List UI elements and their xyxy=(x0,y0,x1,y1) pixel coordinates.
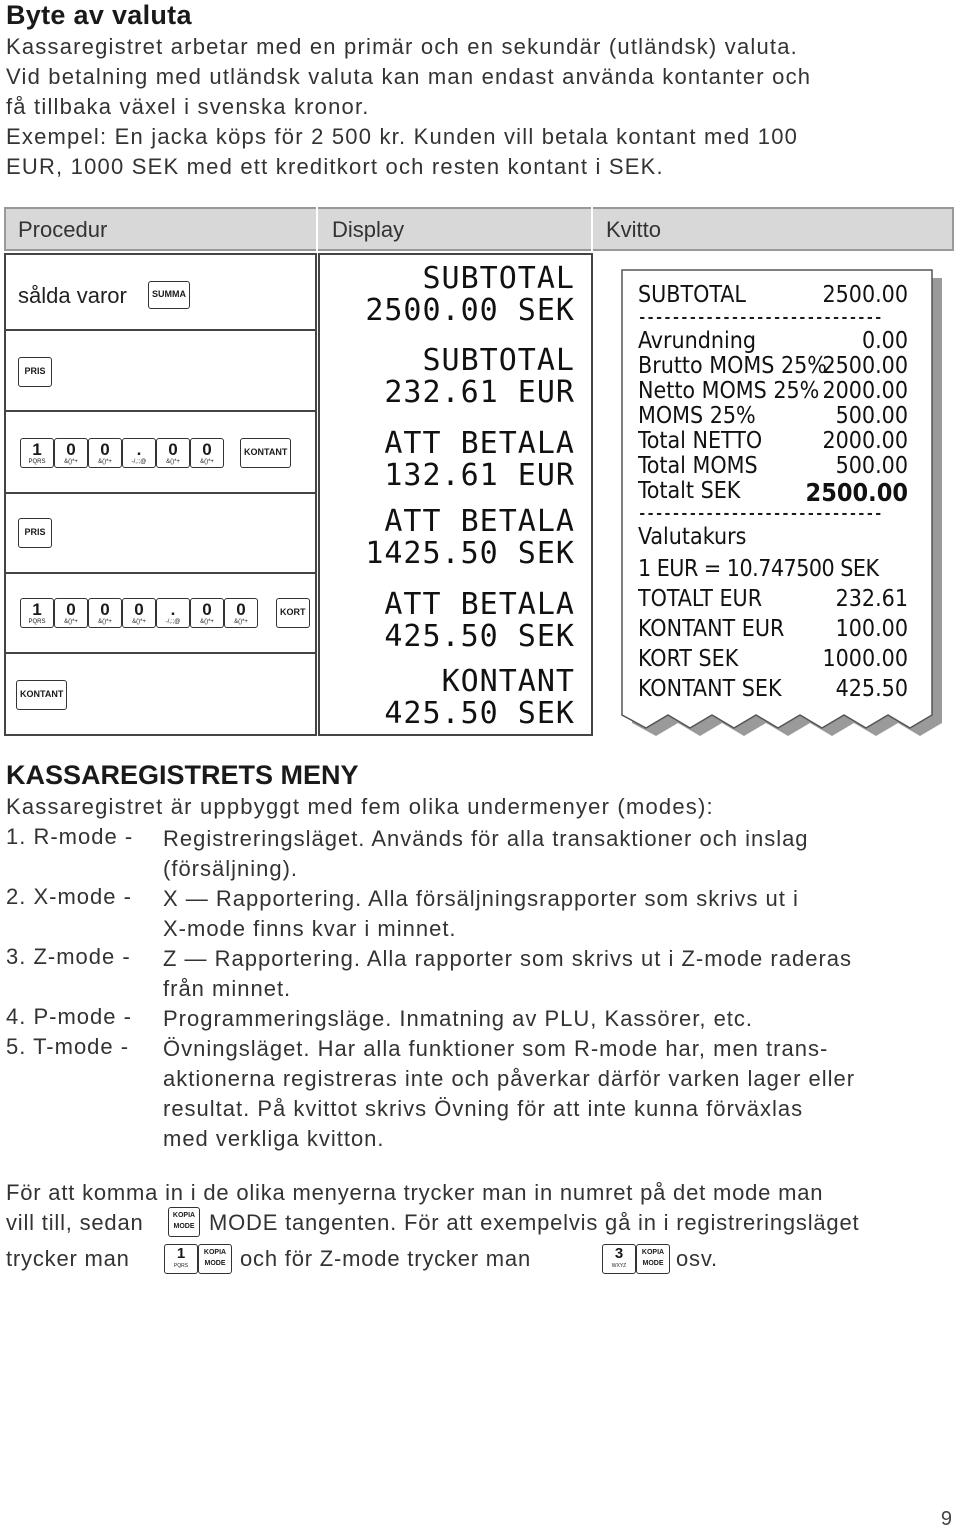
lcd-line: SUBTOTAL xyxy=(422,343,575,378)
menu-item-line: (försäljning). xyxy=(163,856,299,881)
receipt-value: 500.00 xyxy=(835,403,908,429)
key-digit: 0 xyxy=(66,600,76,619)
receipt-label: KORT SEK xyxy=(638,646,739,672)
receipt-line xyxy=(638,353,908,379)
key-digit: . xyxy=(170,600,176,619)
receipt-line xyxy=(638,478,908,507)
key-label: KOPIA xyxy=(641,1249,665,1256)
receipt-divider: ----------------------------- xyxy=(638,506,883,522)
kopia-mode-key xyxy=(198,1244,232,1274)
key-digit: 0 xyxy=(66,440,76,459)
table-header xyxy=(4,207,954,251)
receipt-value: 2500.00 xyxy=(805,478,908,507)
key-digit: 0 xyxy=(100,600,110,619)
menu-item-number: 3. Z-mode - xyxy=(6,944,131,969)
kort-key: KORT xyxy=(276,598,310,628)
procedure-row-6 xyxy=(4,654,317,736)
key-sub: &()*+ xyxy=(98,619,112,625)
kopia-mode-key xyxy=(168,1207,200,1237)
menu-item-number: 2. X-mode - xyxy=(6,884,132,909)
menu-item-line: Övningsläget. Har alla funktioner som R-mode har, men trans- xyxy=(163,1036,829,1061)
key-1 xyxy=(164,1244,198,1274)
lcd-line: ATT BETALA xyxy=(384,587,575,622)
display-column xyxy=(318,253,593,736)
menu-heading: KASSAREGISTRETS MENY xyxy=(6,760,359,790)
digit-key xyxy=(156,598,190,628)
receipt-label: TOTALT EUR xyxy=(638,586,763,612)
key-sub: &()*+ xyxy=(234,619,248,625)
key-sub: PQRS xyxy=(173,1263,189,1269)
key-sub: &()*+ xyxy=(166,459,180,465)
digit-key xyxy=(20,438,54,468)
kopia-mode-key xyxy=(636,1244,670,1274)
digit-key xyxy=(122,598,156,628)
key-sub: -/,:;@ xyxy=(165,619,181,625)
receipt-value: 232.61 xyxy=(835,586,908,612)
key-digit: 1 xyxy=(176,1245,186,1262)
lcd-line: 425.50 SEK xyxy=(384,696,575,731)
key-sub: &()*+ xyxy=(64,619,78,625)
receipt-valutakurs xyxy=(638,524,908,552)
receipt-value: 425.50 xyxy=(835,676,908,702)
outro-line: och för Z-mode trycker man xyxy=(240,1246,531,1271)
intro-line: Kassaregistret arbetar med en primär och en sekundär (utländsk) valuta. xyxy=(6,34,798,59)
key-label: MODE xyxy=(204,1260,226,1267)
procedure-row-1 xyxy=(4,253,317,331)
procedure-row-3 xyxy=(4,412,317,494)
digit-key xyxy=(122,438,156,468)
intro-line: EUR, 1000 SEK med ett kreditkort och resten kontant i SEK. xyxy=(6,154,664,179)
outro-line: osv. xyxy=(676,1246,718,1271)
receipt-label: MOMS 25% xyxy=(638,403,756,429)
lcd-line: 132.61 EUR xyxy=(384,458,575,493)
summa-key: SUMMA xyxy=(148,281,190,309)
receipt-label: Total MOMS xyxy=(638,453,758,479)
receipt-value: 2000.00 xyxy=(822,428,908,454)
menu-item-text xyxy=(163,824,955,884)
kontant-key: KONTANT xyxy=(240,438,291,468)
key-sub: WXYZ xyxy=(611,1263,627,1269)
key-digit: 0 xyxy=(100,440,110,459)
receipt-value: 2000.00 xyxy=(822,378,908,404)
receipt-line xyxy=(638,646,908,672)
digit-key xyxy=(54,438,88,468)
digit-key xyxy=(88,438,122,468)
menu-intro: Kassaregistret är uppbyggt med fem olika undermenyer (modes): xyxy=(6,794,714,819)
menu-item-text xyxy=(163,884,955,944)
digit-key xyxy=(224,598,258,628)
menu-item-number: 4. P-mode - xyxy=(6,1004,132,1029)
menu-item-line: Registreringsläget. Används för alla transaktioner och inslag xyxy=(163,826,809,851)
lcd-line: 2500.00 SEK xyxy=(365,293,575,328)
pris-key: PRIS xyxy=(18,518,52,548)
intro-line: Vid betalning med utländsk valuta kan man endast använda kontanter och xyxy=(6,64,812,89)
digit-key xyxy=(20,598,54,628)
intro-line: Exempel: En jacka köps för 2 500 kr. Kunden vill betala kontant med 100 xyxy=(6,124,799,149)
procedure-row-5 xyxy=(4,574,317,654)
menu-item-number: 1. R-mode - xyxy=(6,824,134,849)
menu-item-line: Z — Rapportering. Alla rapporter som skrivs ut i Z-mode raderas xyxy=(163,946,853,971)
key-3 xyxy=(602,1244,636,1274)
receipt-value: 2500.00 xyxy=(822,282,908,308)
receipt xyxy=(620,268,950,738)
menu-item-line: X-mode finns kvar i minnet. xyxy=(163,916,457,941)
receipt-label: Brutto MOMS 25% xyxy=(638,353,827,379)
key-digit: 1 xyxy=(32,440,42,459)
receipt-value: 0.00 xyxy=(861,328,908,354)
receipt-value: 100.00 xyxy=(835,616,908,642)
receipt-line xyxy=(638,676,908,702)
key-digit: 0 xyxy=(202,440,212,459)
key-digit: 0 xyxy=(168,440,178,459)
digit-key xyxy=(54,598,88,628)
lcd-line: SUBTOTAL xyxy=(422,261,575,296)
digit-key xyxy=(190,598,224,628)
key-digit: 3 xyxy=(614,1245,624,1262)
receipt-value: 500.00 xyxy=(835,453,908,479)
intro-line: få tillbaka växel i svenska kronor. xyxy=(6,94,370,119)
menu-item-line: Programmeringsläge. Inmatning av PLU, Kassörer, etc. xyxy=(163,1006,754,1031)
page-number: 9 xyxy=(940,1508,952,1530)
key-digit: 0 xyxy=(134,600,144,619)
receipt-line xyxy=(638,616,908,642)
key-sub: PQRS xyxy=(28,459,46,465)
menu-item-line: med verkliga kvitton. xyxy=(163,1126,385,1151)
menu-item-line: resultat. På kvittot skrivs Övning för att inte kunna förväxlas xyxy=(163,1096,804,1121)
lcd-line: 1425.50 SEK xyxy=(365,536,575,571)
key-label: MODE xyxy=(173,1223,195,1230)
key-sub: &()*+ xyxy=(200,619,214,625)
key-sub: &()*+ xyxy=(132,619,146,625)
header-divider xyxy=(316,207,318,251)
lcd-line: 232.61 EUR xyxy=(384,375,575,410)
menu-item-line: från minnet. xyxy=(163,976,292,1001)
receipt-label: Avrundning xyxy=(638,328,757,354)
outro-line: För att komma in i de olika menyerna trycker man in numret på det mode man xyxy=(6,1180,824,1205)
receipt-label: SUBTOTAL xyxy=(638,282,746,308)
menu-item-number: 5. T-mode - xyxy=(6,1034,130,1059)
digit-key xyxy=(88,598,122,628)
menu-item-line: aktionerna registreras inte och påverkar därför varken lager eller xyxy=(163,1066,856,1091)
receipt-line xyxy=(638,428,908,454)
menu-item-text xyxy=(163,1034,955,1154)
key-digit: 1 xyxy=(32,600,42,619)
menu-item-text xyxy=(163,1004,955,1034)
receipt-value: 1000.00 xyxy=(822,646,908,672)
sold-items-label: sålda varor xyxy=(18,283,127,308)
page-title: Byte av valuta xyxy=(6,0,192,30)
header-divider xyxy=(591,207,593,251)
key-sub: PQRS xyxy=(28,619,46,625)
menu-item-line: X — Rapportering. Alla försäljningsrapporter som skrivs ut i xyxy=(163,886,799,911)
receipt-label: KONTANT SEK xyxy=(638,676,782,702)
receipt-line xyxy=(638,403,908,429)
digit-key xyxy=(156,438,190,468)
key-digit: . xyxy=(136,440,142,459)
header-kvitto: Kvitto xyxy=(606,217,662,242)
outro-line: MODE tangenten. För att exempelvis gå in i registreringsläget xyxy=(209,1210,860,1235)
receipt-line xyxy=(638,586,908,612)
pris-key: PRIS xyxy=(18,357,52,387)
procedure-row-4 xyxy=(4,494,317,574)
kontant-key: KONTANT xyxy=(16,680,67,710)
receipt-line xyxy=(638,378,908,404)
receipt-label: KONTANT EUR xyxy=(638,616,785,642)
key-sub: &()*+ xyxy=(64,459,78,465)
key-label: MODE xyxy=(642,1260,664,1267)
receipt-line xyxy=(638,328,908,354)
key-label: KOPIA xyxy=(172,1212,196,1219)
key-sub: &()*+ xyxy=(200,459,214,465)
lcd-line: ATT BETALA xyxy=(384,504,575,539)
receipt-label: Netto MOMS 25% xyxy=(638,378,820,404)
outro-line: trycker man xyxy=(6,1246,130,1271)
key-label: KOPIA xyxy=(203,1249,227,1256)
key-sub: -/,:;@ xyxy=(131,459,147,465)
receipt-line xyxy=(638,453,908,479)
receipt-value: 2500.00 xyxy=(822,353,908,379)
lcd-line: 425.50 SEK xyxy=(384,619,575,654)
receipt-label: 1 EUR = 10.747500 SEK xyxy=(638,556,879,582)
receipt-label: Valutakurs xyxy=(638,524,747,550)
header-procedur: Procedur xyxy=(18,217,108,242)
lcd-line: KONTANT xyxy=(441,664,575,699)
intro-paragraph xyxy=(6,32,956,182)
receipt-label: Totalt SEK xyxy=(638,478,741,504)
outro-line: vill till, sedan xyxy=(6,1210,144,1235)
key-sub: &()*+ xyxy=(98,459,112,465)
receipt-label: Total NETTO xyxy=(638,428,763,454)
digit-key xyxy=(190,438,224,468)
receipt-divider: ----------------------------- xyxy=(638,310,883,326)
lcd-line: ATT BETALA xyxy=(384,426,575,461)
menu-item-text xyxy=(163,944,955,1004)
key-digit: 0 xyxy=(236,600,246,619)
receipt-subtotal xyxy=(638,282,908,310)
header-display: Display xyxy=(332,217,405,242)
key-digit: 0 xyxy=(202,600,212,619)
procedure-row-2 xyxy=(4,331,317,412)
receipt-rate xyxy=(638,556,908,584)
